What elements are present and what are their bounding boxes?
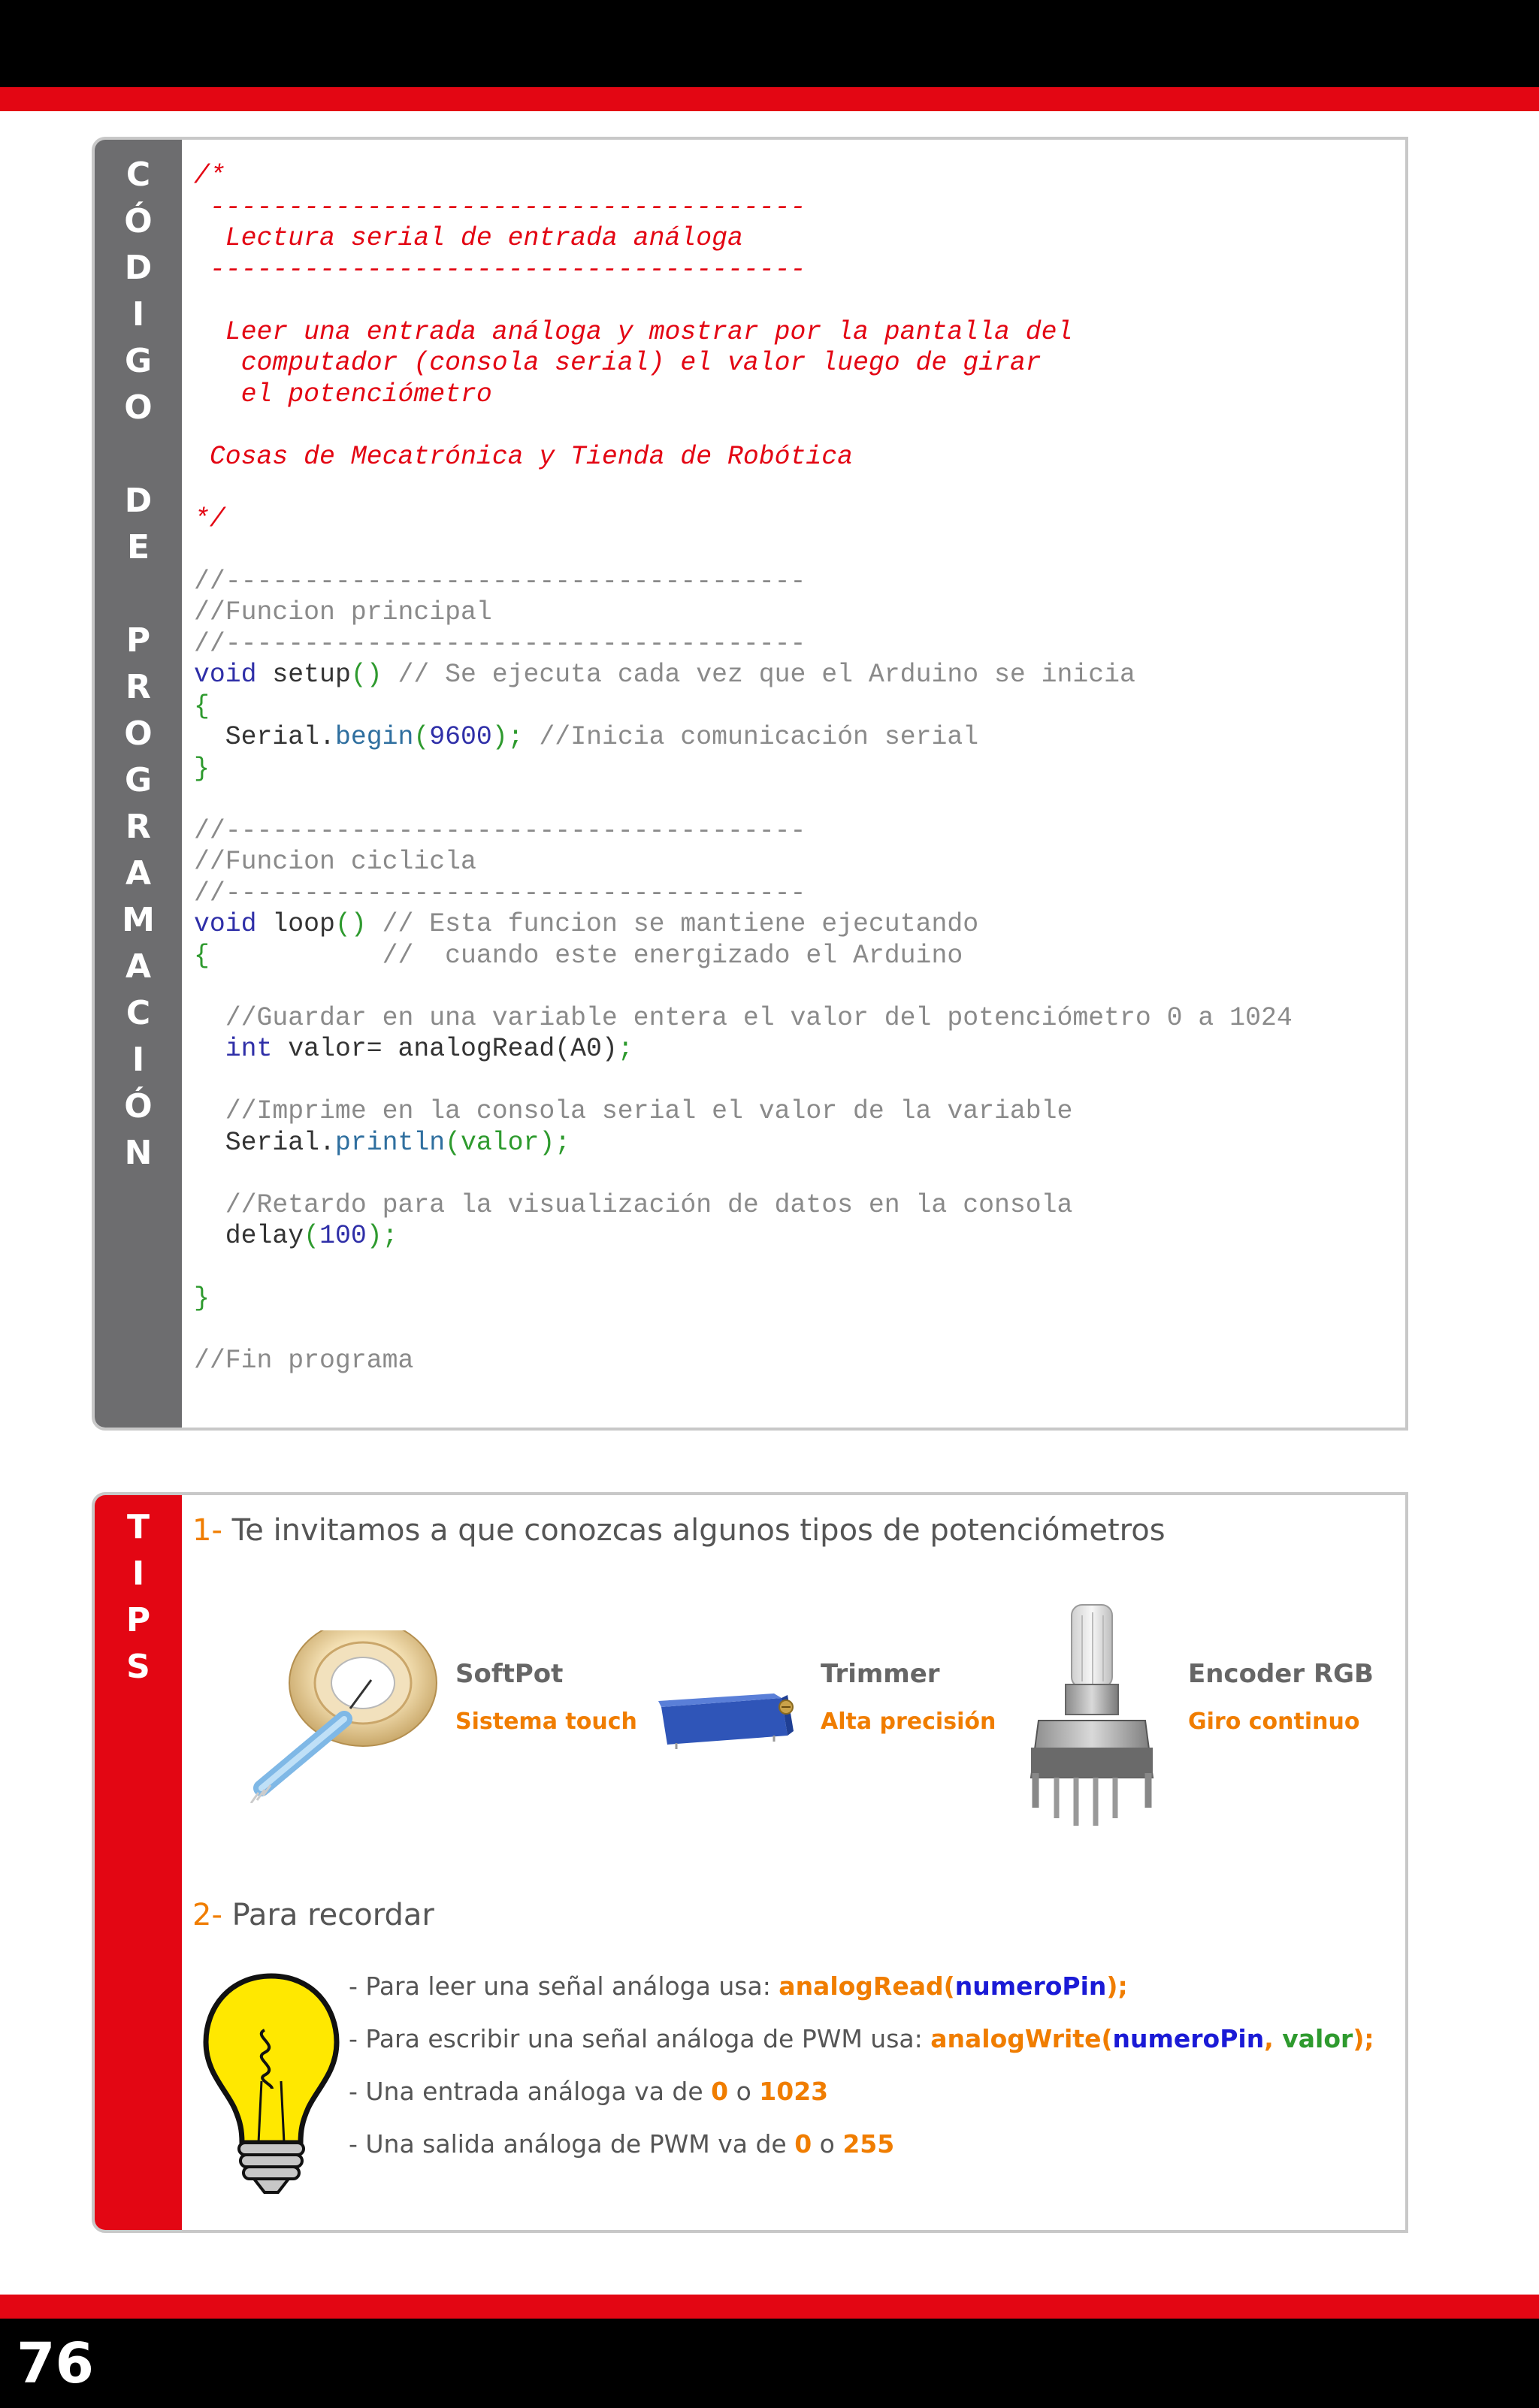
code-token: void [194, 910, 257, 939]
bottom-red-stripe [0, 2295, 1539, 2319]
side-letter: I [132, 295, 145, 334]
code-token: begin [334, 723, 414, 752]
reminder-mid: o [812, 2129, 843, 2159]
tips-side-bar [95, 1495, 182, 2230]
code-token: Serial. [194, 723, 335, 752]
code-token: ); [491, 723, 524, 752]
component-name-trimmer: Trimmer [821, 1659, 940, 1689]
tip1-text: Te invitamos a que conozcas algunos tipos de potenciómetros [222, 1513, 1166, 1548]
side-letter: R [125, 808, 151, 846]
code-token: delay [194, 1222, 304, 1251]
component-sub-softpot: Sistema touch [455, 1709, 637, 1735]
code-token: () [350, 660, 382, 690]
code-line: //Funcion ciclicla [194, 847, 476, 877]
side-letter: Ó [124, 1087, 153, 1125]
side-letter: N [124, 1134, 153, 1172]
code-line: //------------------------------------- [194, 816, 806, 846]
code-token: println [334, 1128, 446, 1158]
tips-panel [92, 1492, 1408, 2233]
side-letter: I [132, 1041, 145, 1079]
reminder-text: - Una salida análoga de PWM va de [349, 2129, 795, 2159]
code-token: // Esta funcion se mantiene ejecutando [366, 910, 979, 939]
code-line: //------------------------------------- [194, 878, 806, 908]
side-letter [95, 571, 182, 618]
side-letter: R [125, 668, 151, 706]
tips-side-label [95, 1504, 182, 1690]
side-letter: G [124, 342, 153, 380]
reminder-read [349, 1971, 1128, 2001]
side-letter: T [126, 1508, 150, 1546]
side-letter: D [124, 249, 153, 287]
code-line: */ [194, 504, 225, 534]
code-token: void [194, 660, 257, 690]
code-token: ( [304, 1222, 320, 1251]
code-token: Serial. [194, 1128, 335, 1158]
code-line: //------------------------------------- [194, 629, 806, 659]
code-line: Lectura serial de entrada análoga [194, 224, 743, 253]
code-line: //Retardo para la visualización de datos en la consola [194, 1190, 1073, 1220]
code-token: ; [617, 1035, 633, 1064]
code-token: 100 [319, 1222, 367, 1251]
reminder-arg: numeroPin [1112, 2024, 1265, 2053]
tip1-number: 1- [192, 1513, 222, 1548]
component-name-softpot: SoftPot [455, 1659, 564, 1689]
code-token: valor= analogRead(A0) [272, 1035, 618, 1064]
reminder-fn: analogWrite( [930, 2024, 1113, 2053]
top-black-bar [0, 0, 1539, 87]
side-letter: A [125, 854, 152, 893]
reminder-value: 0 [711, 2077, 729, 2106]
code-token: // cuando este energizado el Arduino [209, 941, 963, 971]
code-line: /* [194, 162, 225, 191]
code-line: el potenciómetro [194, 379, 492, 409]
code-line: } [194, 754, 210, 784]
reminder-text: - Una entrada análoga va de [349, 2077, 712, 2106]
code-side-label [95, 152, 182, 1177]
side-letter: S [126, 1648, 150, 1686]
code-listing [194, 161, 1293, 1377]
reminder-arg: valor [1282, 2024, 1353, 2053]
code-token: () [334, 910, 367, 939]
side-letter: C [125, 994, 151, 1032]
code-line: } [194, 1284, 210, 1313]
code-token: int [194, 1035, 273, 1064]
tip2-number: 2- [192, 1898, 222, 1932]
side-letter [95, 431, 182, 478]
side-letter: A [125, 947, 152, 986]
reminder-output-range [349, 2129, 894, 2159]
code-token: // Se ejecuta cada vez que el Arduino se inicia [382, 660, 1135, 690]
component-sub-trimmer: Alta precisión [821, 1709, 996, 1735]
side-letter: D [124, 482, 153, 520]
encoder-image [1023, 1600, 1159, 1841]
side-letter: O [124, 715, 153, 753]
code-token: 9600 [429, 723, 492, 752]
reminder-end: ); [1106, 1971, 1128, 2001]
code-line: computador (consola serial) el valor luego de girar [194, 349, 1042, 378]
component-name-encoder: Encoder RGB [1188, 1659, 1374, 1689]
component-sub-encoder: Giro continuo [1188, 1709, 1360, 1735]
reminder-write [349, 2024, 1374, 2053]
code-side-bar [95, 140, 182, 1428]
lightbulb-icon [200, 1968, 343, 2201]
code-line: -------------------------------------- [194, 255, 806, 285]
side-letter: P [125, 1601, 151, 1639]
code-token: ( [413, 723, 430, 752]
code-panel [92, 137, 1408, 1431]
code-line: //Fin programa [194, 1346, 414, 1376]
code-line: //Imprime en la consola serial el valor de la variable [194, 1097, 1073, 1126]
side-letter: Ó [124, 202, 153, 240]
code-token: (valor); [445, 1128, 571, 1158]
top-red-stripe [0, 87, 1539, 111]
code-token: loop [256, 910, 335, 939]
tip2-text: Para recordar [222, 1898, 434, 1932]
tip2-heading [192, 1898, 434, 1932]
side-letter: G [124, 761, 153, 799]
reminder-text: - Para escribir una señal análoga de PWM usa: [349, 2024, 931, 2053]
reminder-value: 255 [842, 2129, 895, 2159]
code-token: ); [366, 1222, 398, 1251]
reminder-comma: , [1264, 2024, 1283, 2053]
reminder-text: - Para leer una señal análoga usa: [349, 1971, 779, 2001]
reminder-input-range [349, 2077, 828, 2106]
reminder-end: ); [1353, 2024, 1374, 2053]
side-letter: M [122, 901, 155, 939]
code-line: //Funcion principal [194, 598, 492, 627]
reminder-arg: numeroPin [954, 1971, 1107, 2001]
side-letter: O [124, 388, 153, 427]
code-line: -------------------------------------- [194, 192, 806, 222]
reminder-value: 1023 [759, 2077, 829, 2106]
code-line: Cosas de Mecatrónica y Tienda de Robótica [194, 442, 854, 472]
side-letter: E [126, 528, 150, 566]
code-line: { [194, 691, 210, 721]
code-token: //Inicia comunicación serial [523, 723, 979, 752]
reminder-fn: analogRead( [779, 1971, 955, 2001]
code-line: //Guardar en una variable entera el valor del potenciómetro 0 a 1024 [194, 1003, 1293, 1033]
code-line: //------------------------------------- [194, 566, 806, 597]
page-number: 76 [17, 2331, 94, 2396]
side-letter: P [125, 621, 151, 660]
code-token: setup [256, 660, 351, 690]
side-letter: I [132, 1554, 145, 1593]
reminder-value: 0 [794, 2129, 812, 2159]
reminder-mid: o [728, 2077, 760, 2106]
trimmer-image [654, 1690, 804, 1751]
code-line: Leer una entrada análoga y mostrar por la pantalla del [194, 317, 1073, 347]
code-token: { [194, 941, 210, 971]
bottom-black-bar [0, 2319, 1539, 2408]
tip1-heading [192, 1513, 1166, 1548]
side-letter: C [125, 156, 151, 194]
